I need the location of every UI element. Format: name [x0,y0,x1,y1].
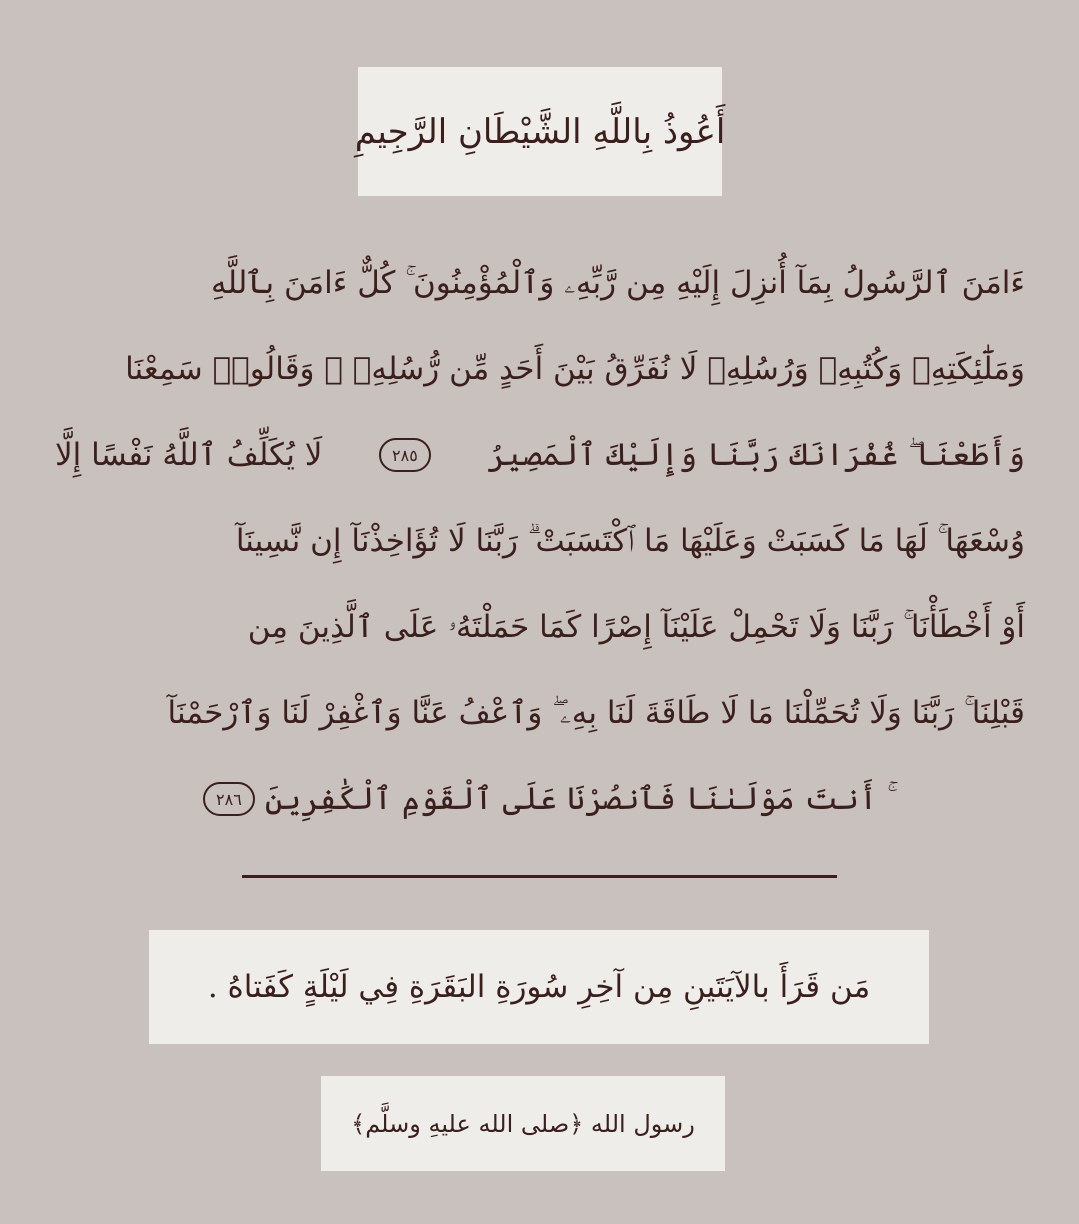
verse-text-5: أَوْ أَخْطَأْنَا ۚ رَبَّنَا وَلَا تَحْمِلْ عَلَيْنَآ إِصْرًا كَمَا حَمَلْتَهُۥ عَلَى ٱلَّذِينَ مِن [247,608,1025,645]
verse-line-7 [55,756,1025,842]
verse-line-6 [55,670,1025,756]
verse-text-3a: وَأَطَعْنَا ۖ غُفْرَانَكَ رَبَّنَا وَإِلَيْكَ ٱلْمَصِيرُ [487,436,1025,473]
verse-text-2: وَمَلَٰٓئِكَتِهِۦ وَكُتُبِهِۦ وَرُسُلِهِۦ لَا نُفَرِّقُ بَيْنَ أَحَدٍ مِّن رُّسُلِهِۦ ۚ وَقَالُوا۟ سَمِعْنَا [125,351,1025,387]
verse-line-1 [55,240,1025,326]
verse-line-5 [55,584,1025,670]
verses-block [55,240,1025,842]
verse-text-6: قَبْلِنَا ۚ رَبَّنَا وَلَا تُحَمِّلْنَا مَا لَا طَاقَةَ لَنَا بِهِۦ ۖ وَٱعْفُ عَنَّا وَٱغْفِرْ لَنَا وَٱرْحَمْنَآ [167,694,1025,731]
ayah-number-286: ٢٨٦ [203,782,255,816]
verse-text-1: ءَامَنَ ٱلرَّسُولُ بِمَآ أُنزِلَ إِلَيْهِ مِن رَّبِّهِۦ وَٱلْمُؤْمِنُونَ ۚ كُلٌّ ءَامَنَ بِٱللَّهِ [210,264,1025,301]
verse-line-4 [55,498,1025,584]
attribution-text: رسول الله ﴿صلى الله عليهِ وسلَّم﴾ [351,1109,695,1138]
taawwudh-text: أَعُوذُ بِاللَّهِ الشَّيْطَانِ الرَّجِيمِ [354,111,726,152]
hadith-text: مَن قَرَأَ بالآيَتَينِ مِن آخِرِ سُورَةِ البَقَرَةِ فِي لَيْلَةٍ كَفَتاهُ . [207,969,871,1005]
taawwudh-box [354,67,726,196]
verse-line-2 [55,326,1025,412]
verse-text-4: وُسْعَهَا ۚ لَهَا مَا كَسَبَتْ وَعَلَيْهَا مَا ٱكْتَسَبَتْ ۗ رَبَّنَا لَا تُؤَاخِذْنَآ إِن نَّسِينَآ [235,522,1025,559]
verse-line-3 [55,412,1025,498]
attribution-box [321,1076,725,1171]
hadith-box [149,930,929,1044]
divider-line [242,875,837,878]
ayah-number-285: ٢٨٥ [379,438,431,472]
verse-text-7: ۚ أَنتَ مَوْلَىٰنَا فَٱنصُرْنَا عَلَى ٱلْقَوْمِ ٱلْكَٰفِرِينَ [264,780,888,817]
verse-text-3b: لَا يُكَلِّفُ ٱللَّهُ نَفْسًا إِلَّا [55,437,323,473]
